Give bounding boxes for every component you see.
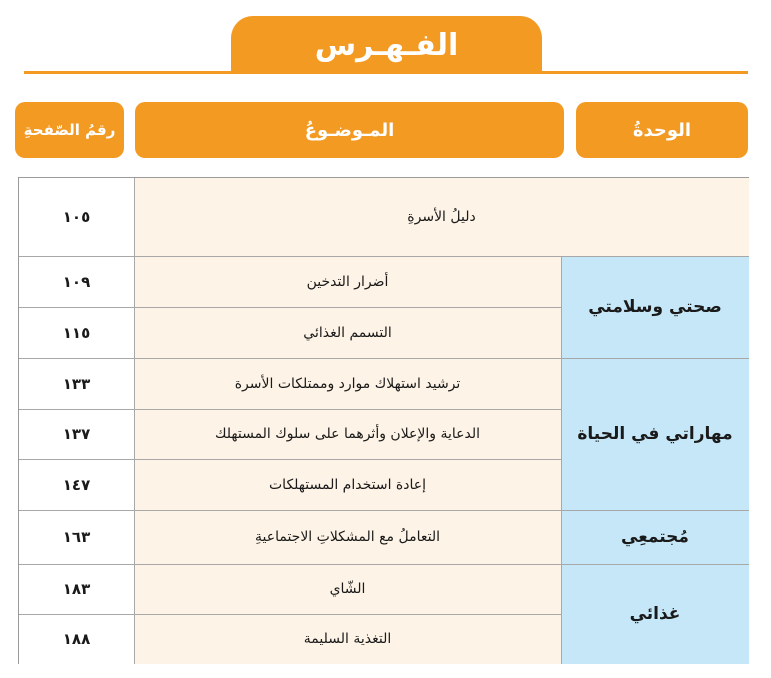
table-row-topic: التعاملُ مع المشكلاتِ الاجتماعيةِ (134, 510, 561, 564)
topic-column-header: المـوضـوعُ (135, 102, 564, 158)
unit-column-header: الوحدةُ (576, 102, 748, 158)
table-row-topic: دليلُ الأسرةِ (134, 178, 749, 256)
table-row-page: ١٣٧ (19, 409, 134, 459)
page-column-header: رقمُ الصّفحةِ (15, 102, 124, 158)
row-divider (19, 409, 561, 410)
table-row-topic: ترشيد استهلاك موارد وممتلكات الأسرة (134, 358, 561, 409)
page-title: الفـهـرس (314, 27, 459, 63)
table-row-page: ١٨٣ (19, 564, 134, 614)
column-divider (561, 256, 562, 664)
table-row-page: ١٠٥ (19, 178, 134, 256)
index-table (18, 177, 749, 664)
title-divider (24, 71, 748, 74)
row-divider (19, 256, 749, 257)
table-row-topic: التسمم الغذائي (134, 307, 561, 358)
row-divider (19, 564, 749, 565)
table-row-page: ١٤٧ (19, 459, 134, 510)
table-row-topic: الدعاية والإعلان وأثرهما على سلوك المستهلك (134, 409, 561, 459)
unit-cell: مُجتمعِي (561, 510, 749, 564)
table-row-page: ١٣٣ (19, 358, 134, 409)
row-divider (19, 307, 561, 308)
table-row-topic: التغذية السليمة (134, 614, 561, 664)
row-divider (19, 614, 561, 615)
unit-cell: صحتي وسلامتي (561, 256, 749, 358)
table-row-topic: أضرار التدخين (134, 256, 561, 307)
row-divider (19, 459, 561, 460)
table-row-page: ١٨٨ (19, 614, 134, 664)
unit-cell: مهاراتي في الحياة (561, 358, 749, 510)
index-title-tab (231, 16, 542, 74)
table-row-topic: إعادة استخدام المستهلكات (134, 459, 561, 510)
unit-cell: غذائي (561, 564, 749, 664)
table-row-topic: الشّاي (134, 564, 561, 614)
table-row-page: ١١٥ (19, 307, 134, 358)
row-divider (19, 358, 749, 359)
table-row-page: ١٠٩ (19, 256, 134, 307)
row-divider (19, 510, 749, 511)
column-divider (134, 178, 135, 664)
table-row-page: ١٦٣ (19, 510, 134, 564)
